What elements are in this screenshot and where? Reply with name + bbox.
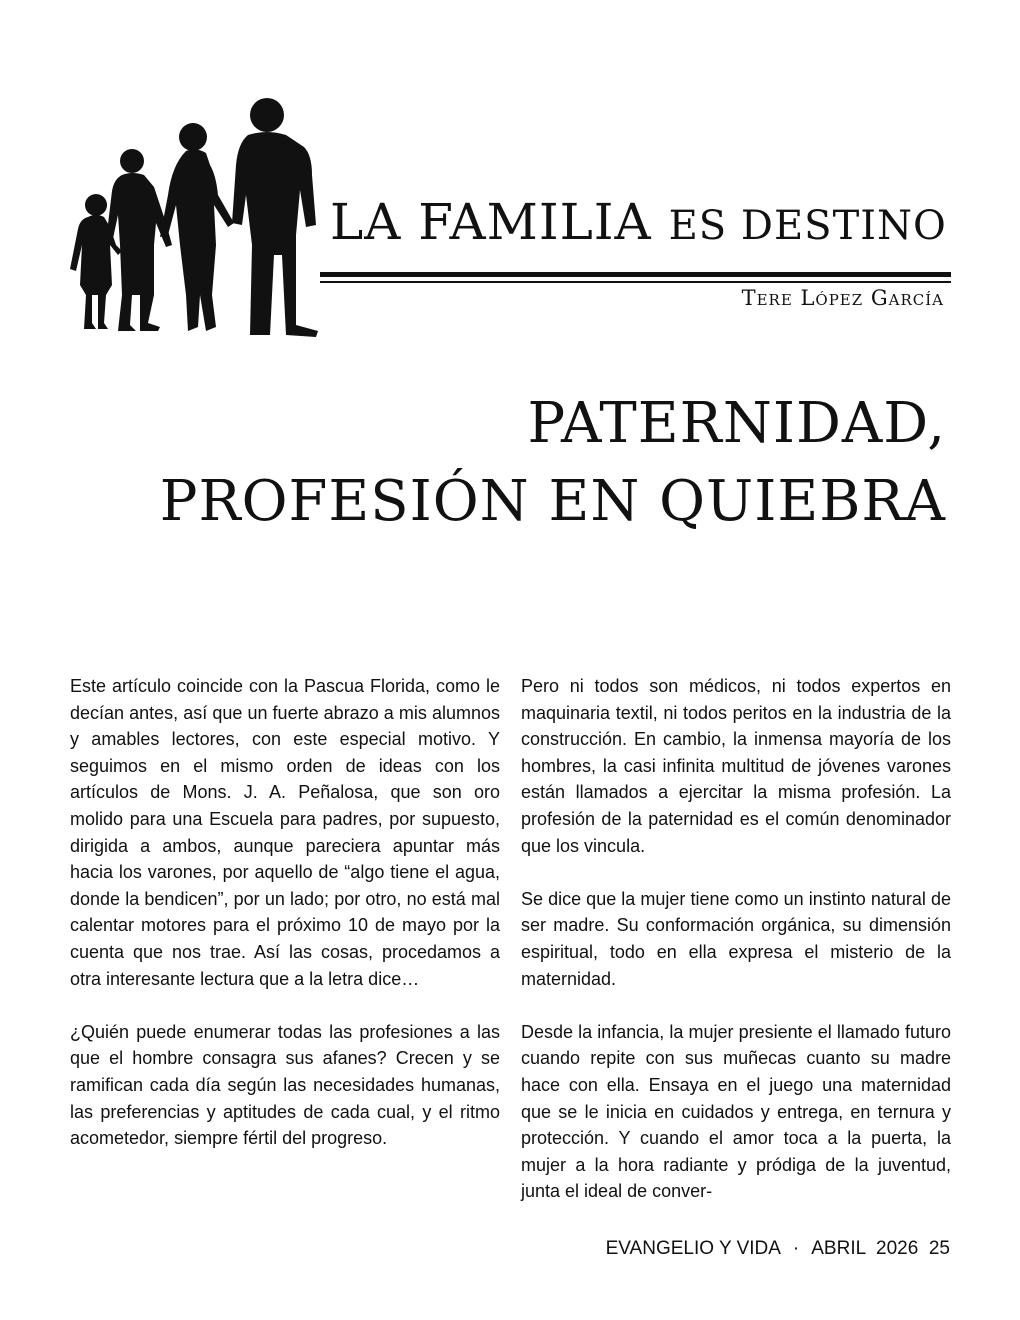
page-footer: [606, 1237, 950, 1261]
section-title-main: LA FAMILIA: [330, 193, 652, 251]
header-rule-thick: [320, 272, 951, 277]
left-column: [70, 673, 500, 1178]
footer-separator: ·: [792, 1238, 800, 1259]
header-rule-thin: [320, 281, 951, 283]
paragraph: Pero ni todos son médicos, ni todos expertos en maquinaria textil, ni todos peritos en la industria de la construcción. En cambio, la inmensa mayoría de los hombres, la casi infinita multitud de jóvenes varones están llamados a ejercitar la misma profesión. La profesión de la paternidad es el común denominador que los vincula.: [521, 676, 951, 856]
page-number: 25: [928, 1238, 950, 1259]
article-title-line-1: PATERNIDAD,: [527, 391, 946, 456]
section-title-small: ES DESTINO: [668, 203, 947, 249]
paragraph: Desde la infancia, la mujer presiente el llamado futuro cuando repite con sus muñecas cuanto su madre hace con ella. Ensaya en el juego una maternidad que se le inicia en cuidados y entrega, en ternura y protección. Y cuando el amor toca a la puerta, la mujer a la hora radiante y pródiga de la juventud, junta el ideal de conver-: [521, 1021, 951, 1202]
article-title: [100, 385, 946, 541]
article-title-line-2: PROFESIÓN EN QUIEBRA: [159, 469, 946, 534]
publication-name: EVANGELIO Y VIDA: [605, 1238, 781, 1259]
author-byline: Tere López García: [741, 286, 944, 310]
paragraph: Este artículo coincide con la Pascua Florida, como le decían antes, así que un fuerte abrazo a mis alumnos y amables lectores, con este especial motivo. Y seguimos en el mismo orden de ideas con los artículos de Mons. J. A. Peñalosa, que son oro molido para una Escuela para padres, por supuesto, dirigida a ambos, aunque pareciera apuntar más hacia los varones, por aquello de “algo tiene el agua, donde la bendicen”, por un lado; por otro, no está mal calentar motores para el próximo 10 de mayo por la cuenta que nos trae. Así las cosas, procedamos a otra interesante lectura que a la letra dice…: [70, 676, 500, 989]
right-column: [521, 673, 951, 1231]
paragraph: ¿Quién puede enumerar todas las profesiones a las que el hombre consagra sus afanes? Crecen y se ramifican cada día según las necesidades humanas, las preferencias y aptitudes de cada cual, y el ritmo acometedor, siempre fértil del progreso.: [70, 1021, 500, 1149]
paragraph: Se dice que la mujer tiene como un instinto natural de ser madre. Su conformación orgánica, su dimensión espiritual, todo en ella expresa el misterio de la maternidad.: [521, 888, 951, 989]
family-silhouette-icon: [60, 95, 330, 340]
section-title: [330, 192, 947, 256]
issue-date: ABRIL 2026: [811, 1238, 919, 1259]
